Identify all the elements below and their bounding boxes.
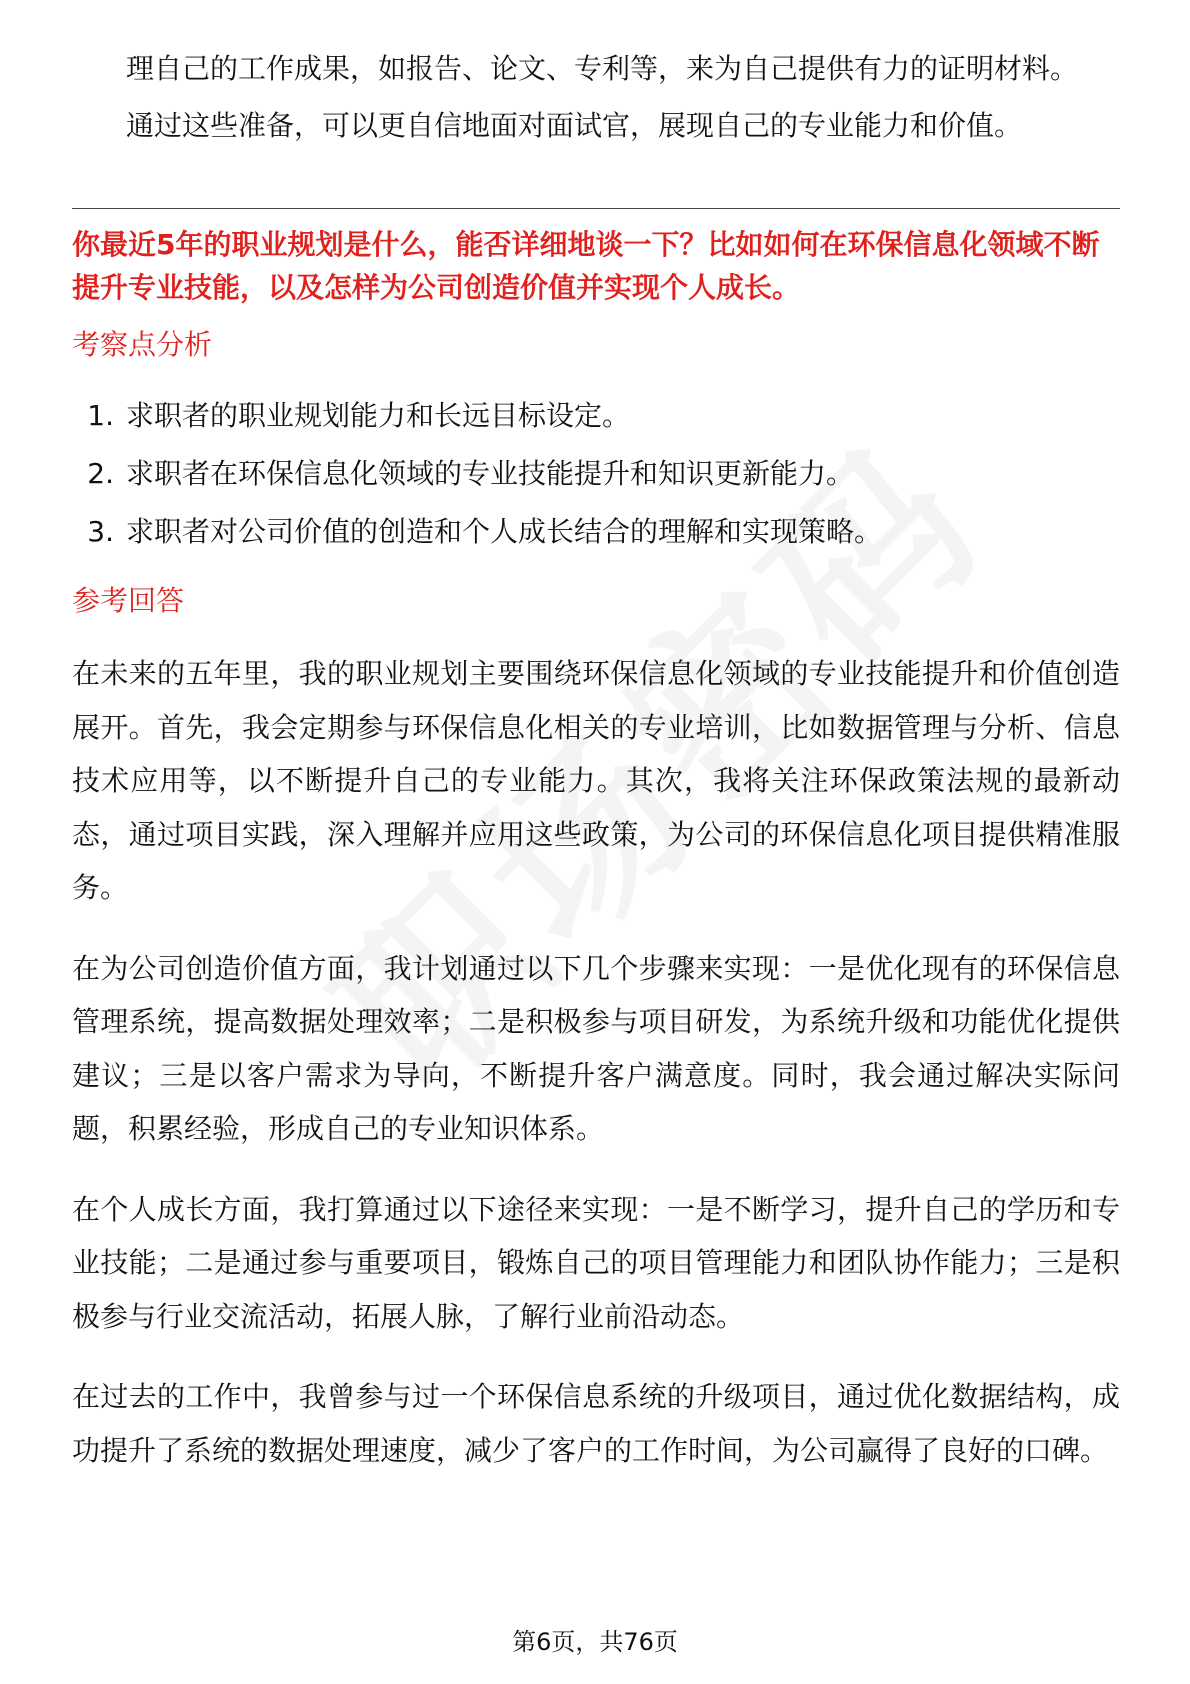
point-text: 求职者对公司价值的创造和个人成长结合的理解和实现策略。 <box>126 515 883 548</box>
answer-paragraph: 在个人成长方面，我打算通过以下途径来实现：一是不断学习，提升自己的学历和专业技能；二是通过参与重要项目，锻炼自己的项目管理能力和团队协作能力；三是积极参与行业交流活动，拓展人脉，了解行业前沿动态。 <box>72 1192 1120 1333</box>
point-number: 2. <box>87 457 114 490</box>
answer-paragraph: 在过去的工作中，我曾参与过一个环保信息系统的升级项目，通过优化数据结构，成功提升了系统的数据处理速度，减少了客户的工作时间，为公司赢得了良好的口碑。 <box>72 1380 1120 1467</box>
analysis-heading: 考察点分析 <box>72 328 213 361</box>
continuation-line-1: 理自己的工作成果，如报告、论文、专利等，来为自己提供有力的证明材料。 <box>126 52 1079 85</box>
page-number: 第6页，共76页 <box>512 1628 678 1656</box>
point-number: 3. <box>87 515 114 548</box>
point-number: 1. <box>87 399 114 432</box>
answer-paragraph: 在未来的五年里，我的职业规划主要围绕环保信息化领域的专业技能提升和价值创造展开。首先，我会定期参与环保信息化相关的专业培训，比如数据管理与分析、信息技术应用等，以不断提升自己的专业能力。其次，我将关注环保政策法规的最新动态，通过项目实践，深入理解并应用这些政策，为公司的环保信息化项目提供精准服务。 <box>72 657 1120 904</box>
analysis-point <box>72 503 1120 561</box>
document-page <box>72 40 1120 1477</box>
interview-question: 你最近5年的职业规划是什么，能否详细地谈一下？比如如何在环保信息化领域不断提升专业技能，以及怎样为公司创造价值并实现个人成长。 <box>72 228 1100 304</box>
analysis-points <box>72 387 1120 561</box>
analysis-point <box>72 445 1120 503</box>
continuation-line-2: 通过这些准备，可以更自信地面对面试官，展现自己的专业能力和价值。 <box>126 109 1023 142</box>
point-text: 求职者在环保信息化领域的专业技能提升和知识更新能力。 <box>126 457 855 490</box>
reference-answer <box>72 647 1120 1477</box>
point-text: 求职者的职业规划能力和长远目标设定。 <box>126 399 631 432</box>
answer-paragraph: 在为公司创造价值方面，我计划通过以下几个步骤来实现：一是优化现有的环保信息管理系统，提高数据处理效率；二是积极参与项目研发，为系统升级和功能优化提供建议；三是以客户需求为导向，不断提升客户满意度。同时，我会通过解决实际问题，积累经验，形成自己的专业知识体系。 <box>72 951 1120 1145</box>
section-divider <box>72 208 1120 209</box>
analysis-point <box>72 387 1120 445</box>
answer-heading: 参考回答 <box>72 584 185 617</box>
